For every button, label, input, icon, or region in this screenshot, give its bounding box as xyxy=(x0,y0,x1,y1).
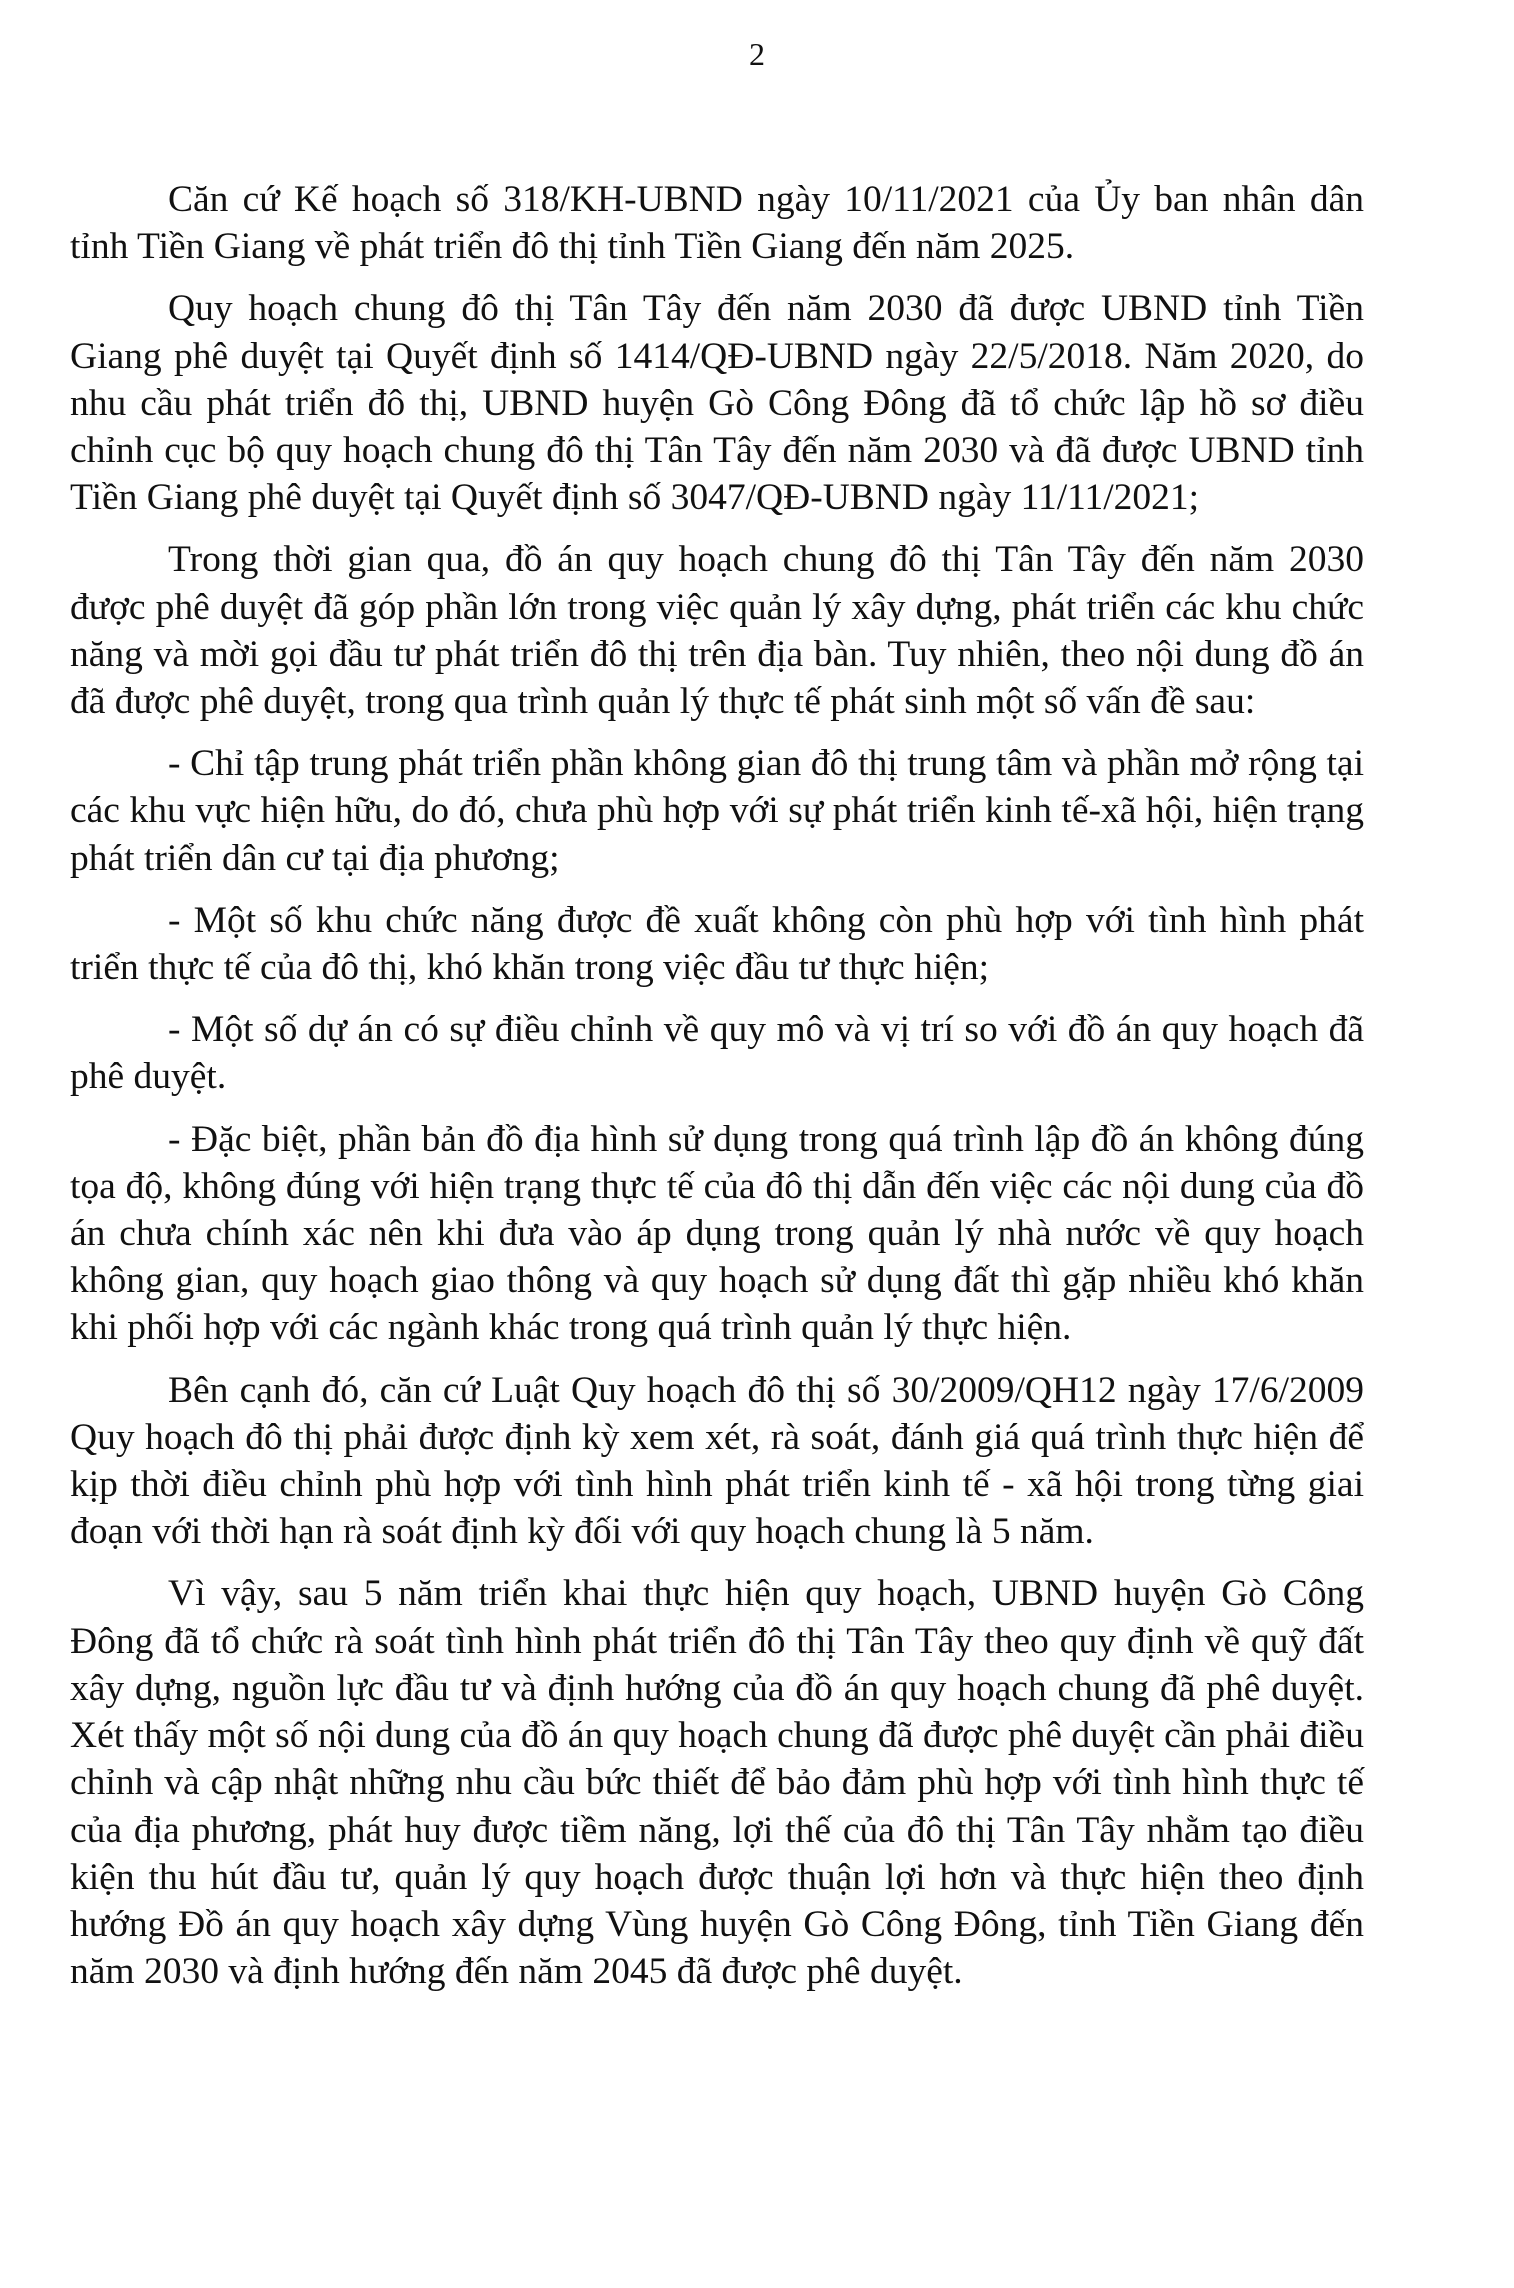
paragraph-general-plan-approval: Quy hoạch chung đô thị Tân Tây đến năm 2030 đã được UBND tỉnh Tiền Giang phê duyệt tại Quyết định số 1414/QĐ-UBND ngày 22/5/2018. Năm 2020, do nhu cầu phát triển đô thị, UBND huyện Gò Công Đông đã tổ chức lập hồ sơ điều chỉnh cục bộ quy hoạch chung đô thị Tân Tây đến năm 2030 và đã được UBND tỉnh Tiền Giang phê duyệt tại Quyết định số 3047/QĐ-UBND ngày 11/11/2021; xyxy=(70,288,1364,519)
paragraph-conclusion-review: Vì vậy, sau 5 năm triển khai thực hiện quy hoạch, UBND huyện Gò Công Đông đã tổ chức rà soát tình hình phát triển đô thị Tân Tây theo quy định về quỹ đất xây dựng, nguồn lực đầu tư và định hướng của đồ án quy hoạch chung đã phê duyệt. Xét thấy một số nội dung của đồ án quy hoạch chung đã được phê duyệt cần phải điều chỉnh và cập nhật những nhu cầu bức thiết để bảo đảm phù hợp với tình hình thực tế của địa phương, phát huy được tiềm năng, lợi thế của đô thị Tân Tây nhằm tạo điều kiện thu hút đầu tư, quản lý quy hoạch được thuận lợi hơn và thực hiện theo định hướng Đồ án quy hoạch xây dựng Vùng huyện Gò Công Đông, tỉnh Tiền Giang đến năm 2030 và định hướng đến năm 2045 đã được phê duyệt. xyxy=(70,1573,1364,1993)
paragraph-issues-intro: Trong thời gian qua, đồ án quy hoạch chung đô thị Tân Tây đến năm 2030 được phê duyệt đã góp phần lớn trong việc quản lý xây dựng, phát triển các khu chức năng và mời gọi đầu tư phát triển đô thị trên địa bàn. Tuy nhiên, theo nội dung đồ án đã được phê duyệt, trong qua trình quản lý thực tế phát sinh một số vấn đề sau: xyxy=(70,539,1364,723)
paragraph-issue-central-space: - Chỉ tập trung phát triển phần không gian đô thị trung tâm và phần mở rộng tại các khu vực hiện hữu, do đó, chưa phù hợp với sự phát triển kinh tế-xã hội, hiện trạng phát triển dân cư tại địa phương; xyxy=(70,743,1364,879)
paragraph-legal-basis-plan-318: Căn cứ Kế hoạch số 318/KH-UBND ngày 10/11/2021 của Ủy ban nhân dân tỉnh Tiền Giang về phát triển đô thị tỉnh Tiền Giang đến năm 2025. xyxy=(70,179,1364,268)
paragraph-issue-topographic-map: - Đặc biệt, phần bản đồ địa hình sử dụng trong quá trình lập đồ án không đúng tọa độ, không đúng với hiện trạng thực tế của đô thị dẫn đến việc các nội dung của đồ án chưa chính xác nên khi đưa vào áp dụng trong quản lý nhà nước về quy hoạch không gian, quy hoạch giao thông và quy hoạch sử dụng đất thì gặp nhiều khó khăn khi phối hợp với các ngành khác trong quá trình quản lý thực hiện. xyxy=(70,1118,1364,1349)
paragraph-issue-functional-zones: - Một số khu chức năng được đề xuất không còn phù hợp với tình hình phát triển thực tế của đô thị, khó khăn trong việc đầu tư thực hiện; xyxy=(70,899,1364,989)
page-number: 2 xyxy=(749,36,765,72)
document-body xyxy=(70,176,1364,1995)
paragraph-urban-planning-law: Bên cạnh đó, căn cứ Luật Quy hoạch đô thị số 30/2009/QH12 ngày 17/6/2009 Quy hoạch đô thị phải được định kỳ xem xét, rà soát, đánh giá quá trình thực hiện để kịp thời điều chỉnh phù hợp với tình hình phát triển kinh tế - xã hội trong từng giai đoạn với thời hạn rà soát định kỳ đối với quy hoạch chung là 5 năm. xyxy=(70,1369,1364,1553)
paragraph-issue-project-adjustments: - Một số dự án có sự điều chỉnh về quy mô và vị trí so với đồ án quy hoạch đã phê duyệt. xyxy=(70,1009,1364,1098)
